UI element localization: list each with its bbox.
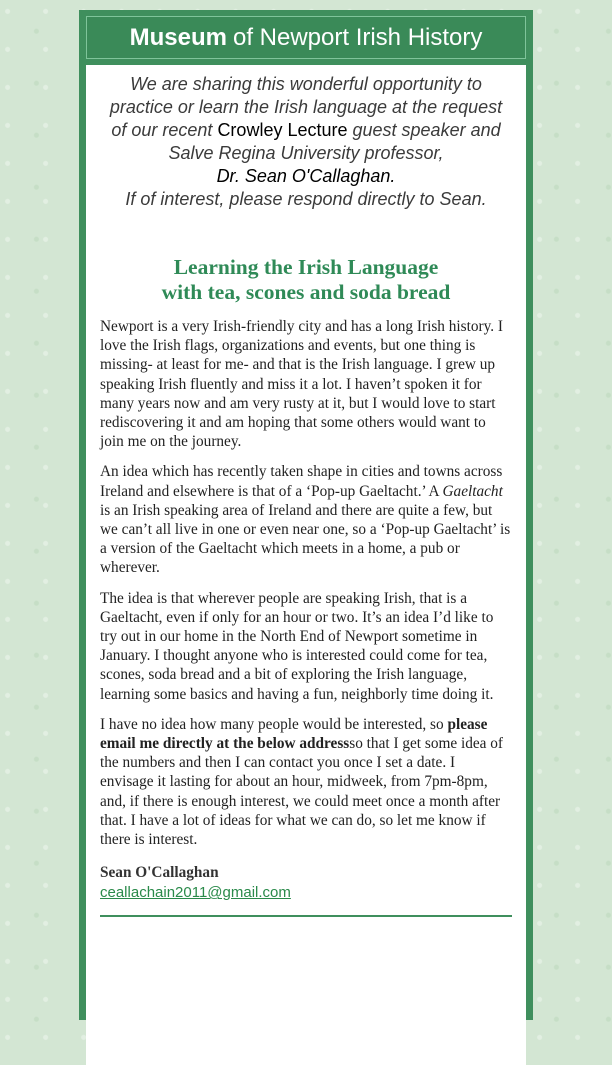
- footer-divider: [100, 915, 512, 917]
- header-banner: [86, 16, 526, 59]
- gaeltacht-term: Gaeltacht: [442, 482, 503, 500]
- signature-name: Sean O'Callaghan: [100, 864, 219, 882]
- heading-line-1: Learning the Irish Language: [173, 255, 439, 279]
- paragraph-2: [100, 462, 512, 577]
- paragraph-4-a: I have no idea how many people would be interested, so: [100, 715, 448, 733]
- crowley-lecture-text: Crowley Lecture: [217, 120, 348, 140]
- paragraph-3: The idea is that wherever people are speaking Irish, that is a Gaeltacht, even if only for an hour or two. It’s an idea I’d like to try out in our home in the North End of Newport sometime in January. I thought anyone who is interested could come for tea, scones, soda bread and a bit of exploring the Irish language, learning some basics and having a fun, neighborly time doing it.: [100, 589, 494, 703]
- banner-title-bold: Museum: [129, 23, 227, 51]
- heading-line-2: with tea, scones and soda bread: [161, 280, 451, 304]
- email-request: please email me directly at the below address: [100, 715, 488, 753]
- banner-title-rest: of Newport Irish History: [232, 23, 483, 51]
- paragraph-2-a: An idea which has recently taken shape in cities and towns across Ireland and elsewhere is that of a ‘Pop-up Gaeltacht.’ A: [100, 463, 503, 500]
- paragraph-4-b: so that I get some idea of the numbers and then I can contact you once I set a date. I envisage it lasting for about an hour, midweek, from 7pm-8pm, and, if there is enough interest, we could meet once a month after that. I have a lot of ideas for what we can do, so let me know if there is interest.: [100, 735, 504, 849]
- email-link[interactable]: ceallachain2011@gmail.com: [100, 884, 291, 902]
- intro-message: [100, 73, 512, 211]
- paragraph-1: Newport is a very Irish-friendly city and has a long Irish history. I love the Irish flags, organizations and events, but one thing is missing- at least for me- and that is the Irish language. I grew up speaking Irish fluently and miss it a lot. I haven’t spoken it for many years now and am very rusty at it, but I would love to start rediscovering it and am hoping that some others would want to join me on the journey.: [100, 318, 503, 451]
- speaker-name: Dr. Sean O'Callaghan.: [216, 166, 396, 186]
- intro-text-1: We are sharing this wonderful opportunity to practice or learn the Irish language at the request of our recent: [109, 74, 503, 140]
- intro-text-2: guest speaker and Salve Regina University professor,: [168, 120, 501, 163]
- content-panel: [86, 65, 526, 1065]
- paragraph-4: [100, 715, 512, 849]
- newsletter-card: [79, 10, 533, 1020]
- respond-note: If of interest, please respond directly to Sean.: [125, 189, 487, 209]
- article-heading: [100, 255, 512, 305]
- paragraph-2-b: is an Irish speaking area of Ireland and there are quite a few, but we can’t all live in one or even near one, so a ‘Pop-up Gaeltacht’ is a version of the Gaeltacht which meets in a home, a pub or wherever.: [100, 501, 511, 577]
